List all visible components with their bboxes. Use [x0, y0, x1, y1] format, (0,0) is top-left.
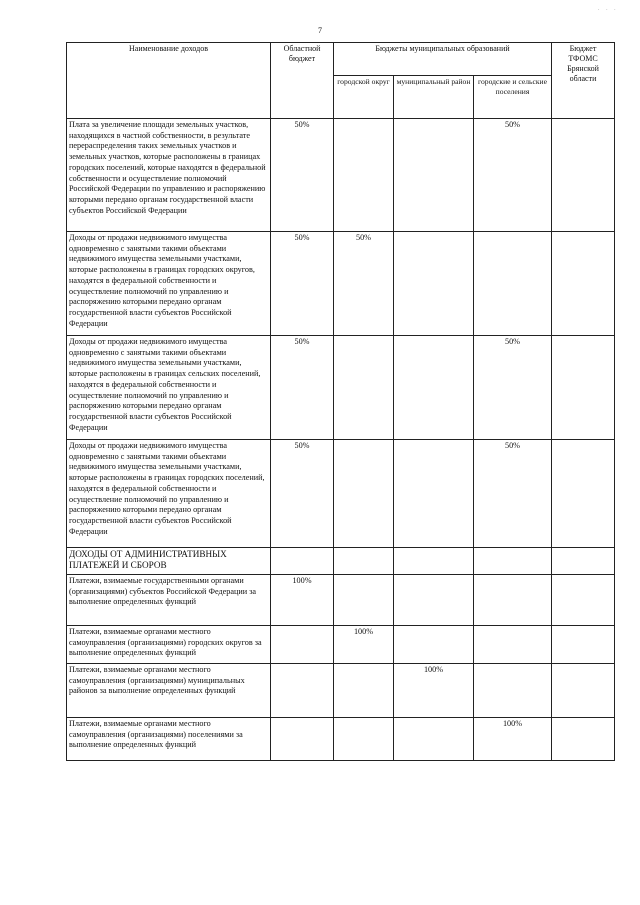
revenue-name-cell: Платежи, взимаемые органами местного самоуправления (организациями) муниципальных районов за выполнение определенных функций: [67, 664, 271, 718]
oblast-share-cell: 100%: [271, 575, 334, 626]
raion-share-cell: 100%: [394, 664, 474, 718]
oblast-share-cell: [271, 664, 334, 718]
okrug-share-cell: [334, 440, 394, 548]
okrug-share-cell: 100%: [334, 626, 394, 664]
okrug-share-cell: [334, 664, 394, 718]
page-number: 7: [318, 26, 322, 35]
header-settlements: городские и сельские поселения: [474, 76, 552, 119]
raion-share-cell: [394, 336, 474, 440]
header-tfoms-budget: Бюджет ТФОМС Брянской области: [552, 43, 615, 119]
header-municipal-raion: муниципальный район: [394, 76, 474, 119]
okrug-share-cell: [334, 119, 394, 232]
header-municipal-budgets: Бюджеты муниципальных образований: [334, 43, 552, 76]
raion-share-cell: [394, 575, 474, 626]
raion-share-cell: [394, 626, 474, 664]
raion-share-cell: [394, 548, 474, 575]
oblast-share-cell: [271, 548, 334, 575]
revenue-name-cell: Плата за увеличение площади земельных участков, находящихся в частной собственности, в результате перераспределения таких земельных участков и земельных участков, которые расположены в границах городских поселений, которые находятся в федеральной собственности и осуществление полномочий Российской Федерации по управлению и распоряжению которыми передано органам государственной власти субъектов Российской Федерации: [67, 119, 271, 232]
oblast-share-cell: [271, 718, 334, 761]
oblast-share-cell: 50%: [271, 232, 334, 336]
table-row: [67, 119, 615, 232]
oblast-share-cell: 50%: [271, 336, 334, 440]
poselenie-share-cell: [474, 626, 552, 664]
oblast-share-cell: 50%: [271, 119, 334, 232]
revenue-name-cell: Платежи, взимаемые органами местного самоуправления (организациями) поселениями за выполнение определенных функций: [67, 718, 271, 761]
tfoms-share-cell: [552, 664, 615, 718]
poselenie-share-cell: 100%: [474, 718, 552, 761]
tfoms-share-cell: [552, 336, 615, 440]
tfoms-share-cell: [552, 575, 615, 626]
okrug-share-cell: [334, 336, 394, 440]
raion-share-cell: [394, 440, 474, 548]
poselenie-share-cell: 50%: [474, 440, 552, 548]
poselenie-share-cell: 50%: [474, 336, 552, 440]
revenue-distribution-table: [66, 42, 615, 761]
tfoms-share-cell: [552, 548, 615, 575]
header-oblast-budget: Областной бюджет: [271, 43, 334, 119]
table-row: [67, 232, 615, 336]
revenue-name-cell: Доходы от продажи недвижимого имущества одновременно с занятыми такими объектами недвижимого имущества земельными участками, которые расположены в границах городских поселений, находятся в федеральной собственности и осуществление полномочий по управлению и распоряжению которыми передано органам государственной власти субъектов Российской Федерации: [67, 440, 271, 548]
raion-share-cell: [394, 119, 474, 232]
revenue-name-cell: Доходы от продажи недвижимого имущества одновременно с занятыми такими объектами недвижимого имущества земельными участками, которые расположены в границах городских округов, находятся в федеральной собственности и осуществление полномочий по управлению и распоряжению которыми передано органам государственной власти субъектов Российской Федерации: [67, 232, 271, 336]
header-revenue-name: Наименование доходов: [67, 43, 271, 119]
table-row: [67, 440, 615, 548]
raion-share-cell: [394, 232, 474, 336]
section-header-row: [67, 548, 615, 575]
poselenie-share-cell: [474, 548, 552, 575]
tfoms-share-cell: [552, 440, 615, 548]
oblast-share-cell: 50%: [271, 440, 334, 548]
okrug-share-cell: [334, 548, 394, 575]
revenue-name-cell: Доходы от продажи недвижимого имущества одновременно с занятыми такими объектами недвижимого имущества земельными участками, которые расположены в границах сельских поселений, находятся в федеральной собственности и осуществление полномочий по управлению и распоряжению которыми передано органам государственной власти субъектов Российской Федерации: [67, 336, 271, 440]
table-row: [67, 626, 615, 664]
raion-share-cell: [394, 718, 474, 761]
table-row: [67, 718, 615, 761]
okrug-share-cell: 50%: [334, 232, 394, 336]
table-row: [67, 664, 615, 718]
poselenie-share-cell: [474, 232, 552, 336]
okrug-share-cell: [334, 718, 394, 761]
poselenie-share-cell: [474, 664, 552, 718]
okrug-share-cell: [334, 575, 394, 626]
tfoms-share-cell: [552, 119, 615, 232]
revenue-name-cell: Платежи, взимаемые органами местного самоуправления (организациями) городских округов за выполнение определенных функций: [67, 626, 271, 664]
table-row: [67, 336, 615, 440]
tfoms-share-cell: [552, 232, 615, 336]
revenue-name-cell: Платежи, взимаемые государственными органами (организациями) субъектов Российской Федерации за выполнение определенных функций: [67, 575, 271, 626]
table-row: [67, 575, 615, 626]
scan-mark: · · ·: [597, 6, 618, 14]
oblast-share-cell: [271, 626, 334, 664]
poselenie-share-cell: [474, 575, 552, 626]
section-title-cell: ДОХОДЫ ОТ АДМИНИСТРАТИВНЫХ ПЛАТЕЖЕЙ И СБОРОВ: [67, 548, 271, 575]
tfoms-share-cell: [552, 718, 615, 761]
tfoms-share-cell: [552, 626, 615, 664]
header-city-okrug: городской округ: [334, 76, 394, 119]
poselenie-share-cell: 50%: [474, 119, 552, 232]
